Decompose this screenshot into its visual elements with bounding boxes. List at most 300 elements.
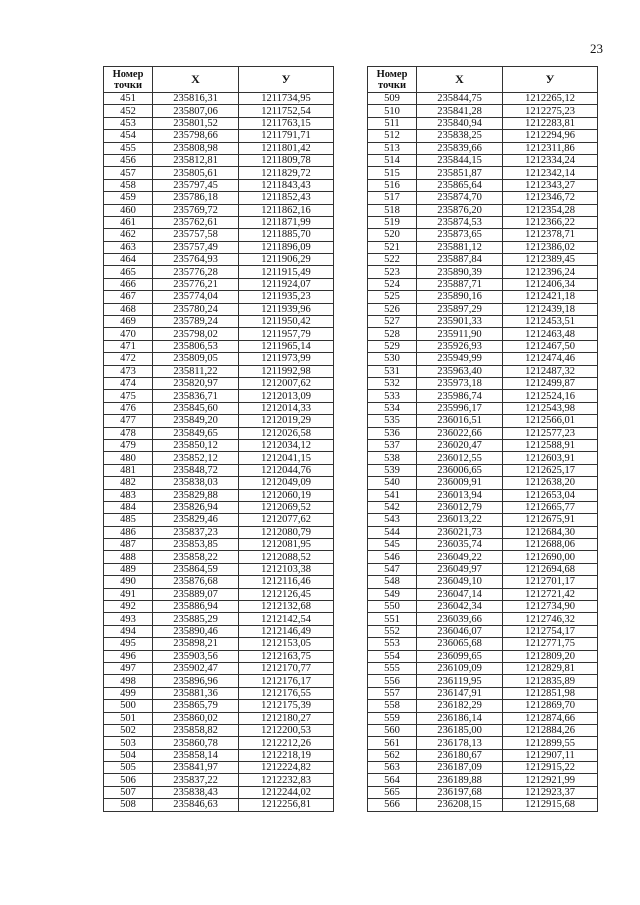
table-row (104, 93, 334, 105)
cell-point-number: 490 (104, 576, 153, 588)
cell-point-number: 497 (104, 662, 153, 674)
cell-y: 1212499,87 (503, 377, 598, 389)
cell-y: 1212146,49 (239, 625, 334, 637)
cell-y: 1212232,83 (239, 774, 334, 786)
cell-x: 235903,56 (153, 650, 239, 662)
cell-x: 236147,91 (417, 687, 503, 699)
table-row (104, 390, 334, 402)
table-row (104, 291, 334, 303)
cell-point-number: 556 (368, 675, 417, 687)
table-row (368, 216, 598, 228)
cell-x: 235797,45 (153, 179, 239, 191)
cell-y: 1212588,91 (503, 439, 598, 451)
table-row (104, 216, 334, 228)
cell-y: 1211809,78 (239, 154, 334, 166)
cell-x: 235858,82 (153, 724, 239, 736)
cell-x: 236039,66 (417, 613, 503, 625)
cell-point-number: 565 (368, 786, 417, 798)
cell-y: 1212088,52 (239, 551, 334, 563)
cell-y: 1212180,27 (239, 712, 334, 724)
cell-y: 1212474,46 (503, 353, 598, 365)
table-row (368, 390, 598, 402)
cell-x: 235812,81 (153, 154, 239, 166)
cell-y: 1211965,14 (239, 340, 334, 352)
table-row (368, 142, 598, 154)
cell-point-number: 551 (368, 613, 417, 625)
cell-y: 1212915,68 (503, 799, 598, 811)
table-row (104, 402, 334, 414)
cell-y: 1212294,96 (503, 130, 598, 142)
cell-y: 1211906,29 (239, 254, 334, 266)
cell-point-number: 530 (368, 353, 417, 365)
header-point-number: Номер точки (368, 67, 417, 93)
cell-point-number: 566 (368, 799, 417, 811)
cell-y: 1211915,49 (239, 266, 334, 278)
header-x: X (417, 67, 503, 93)
table-row (104, 117, 334, 129)
cell-x: 235838,43 (153, 786, 239, 798)
table-row (368, 774, 598, 786)
cell-y: 1212077,62 (239, 514, 334, 526)
cell-point-number: 496 (104, 650, 153, 662)
table-row (104, 774, 334, 786)
cell-y: 1211935,23 (239, 291, 334, 303)
cell-y: 1212343,27 (503, 179, 598, 191)
cell-x: 235897,29 (417, 303, 503, 315)
cell-y: 1212690,00 (503, 551, 598, 563)
header-x: X (153, 67, 239, 93)
table-row (104, 179, 334, 191)
cell-y: 1212080,79 (239, 526, 334, 538)
cell-point-number: 550 (368, 601, 417, 613)
cell-x: 236013,94 (417, 489, 503, 501)
cell-y: 1212218,19 (239, 749, 334, 761)
cell-y: 1212734,90 (503, 601, 598, 613)
cell-y: 1212701,17 (503, 576, 598, 588)
cell-point-number: 483 (104, 489, 153, 501)
table-row (368, 93, 598, 105)
table-row (104, 625, 334, 637)
cell-y: 1212256,81 (239, 799, 334, 811)
table-row (368, 340, 598, 352)
table-row (368, 353, 598, 365)
cell-x: 236208,15 (417, 799, 503, 811)
table-row (104, 687, 334, 699)
cell-y: 1212060,19 (239, 489, 334, 501)
cell-y: 1212389,45 (503, 254, 598, 266)
cell-x: 235890,16 (417, 291, 503, 303)
table-row (104, 154, 334, 166)
table-row (104, 254, 334, 266)
cell-point-number: 553 (368, 638, 417, 650)
cell-y: 1212176,55 (239, 687, 334, 699)
cell-point-number: 513 (368, 142, 417, 154)
cell-x: 235849,65 (153, 427, 239, 439)
cell-x: 235820,97 (153, 377, 239, 389)
table-row (368, 650, 598, 662)
cell-x: 235885,29 (153, 613, 239, 625)
cell-point-number: 452 (104, 105, 153, 117)
table-row (368, 749, 598, 761)
table-row (368, 786, 598, 798)
cell-y: 1212200,53 (239, 724, 334, 736)
cell-x: 236185,00 (417, 724, 503, 736)
table-row (104, 514, 334, 526)
cell-point-number: 477 (104, 415, 153, 427)
cell-x: 236099,65 (417, 650, 503, 662)
cell-y: 1212439,18 (503, 303, 598, 315)
cell-point-number: 557 (368, 687, 417, 699)
cell-y: 1212224,82 (239, 762, 334, 774)
cell-point-number: 502 (104, 724, 153, 736)
cell-x: 236109,09 (417, 662, 503, 674)
cell-x: 235949,99 (417, 353, 503, 365)
cell-x: 235853,85 (153, 539, 239, 551)
cell-point-number: 464 (104, 254, 153, 266)
cell-point-number: 523 (368, 266, 417, 278)
cell-x: 235762,61 (153, 216, 239, 228)
table-row (368, 588, 598, 600)
cell-y: 1212019,29 (239, 415, 334, 427)
table-row (368, 551, 598, 563)
table-row (104, 662, 334, 674)
cell-point-number: 533 (368, 390, 417, 402)
cell-point-number: 475 (104, 390, 153, 402)
cell-point-number: 500 (104, 700, 153, 712)
table-row (368, 241, 598, 253)
cell-y: 1211829,72 (239, 167, 334, 179)
cell-point-number: 536 (368, 427, 417, 439)
cell-point-number: 559 (368, 712, 417, 724)
cell-point-number: 512 (368, 130, 417, 142)
cell-point-number: 478 (104, 427, 153, 439)
table-row (368, 377, 598, 389)
cell-x: 235846,63 (153, 799, 239, 811)
cell-point-number: 520 (368, 229, 417, 241)
table-row (368, 179, 598, 191)
cell-x: 235865,64 (417, 179, 503, 191)
cell-point-number: 491 (104, 588, 153, 600)
cell-x: 235860,02 (153, 712, 239, 724)
cell-point-number: 456 (104, 154, 153, 166)
cell-x: 235850,12 (153, 439, 239, 451)
table-row (368, 799, 598, 811)
cell-point-number: 563 (368, 762, 417, 774)
cell-y: 1212899,55 (503, 737, 598, 749)
table-row (104, 489, 334, 501)
cell-point-number: 547 (368, 563, 417, 575)
table-row (104, 762, 334, 774)
cell-point-number: 561 (368, 737, 417, 749)
cell-y: 1212014,33 (239, 402, 334, 414)
table-row (104, 452, 334, 464)
header-y: У (239, 67, 334, 93)
cell-point-number: 542 (368, 501, 417, 513)
cell-point-number: 564 (368, 774, 417, 786)
cell-x: 235902,47 (153, 662, 239, 674)
cell-y: 1212524,16 (503, 390, 598, 402)
cell-point-number: 528 (368, 328, 417, 340)
cell-y: 1212577,23 (503, 427, 598, 439)
table-row (368, 675, 598, 687)
cell-y: 1211734,95 (239, 93, 334, 105)
cell-y: 1212771,75 (503, 638, 598, 650)
cell-x: 236182,29 (417, 700, 503, 712)
cell-x: 235849,20 (153, 415, 239, 427)
cell-x: 236042,34 (417, 601, 503, 613)
cell-y: 1211957,79 (239, 328, 334, 340)
cell-x: 236047,14 (417, 588, 503, 600)
cell-y: 1211992,98 (239, 365, 334, 377)
cell-x: 235845,60 (153, 402, 239, 414)
cell-x: 235806,53 (153, 340, 239, 352)
table-row (104, 303, 334, 315)
cell-point-number: 455 (104, 142, 153, 154)
cell-y: 1212126,45 (239, 588, 334, 600)
cell-x: 235848,72 (153, 464, 239, 476)
cell-point-number: 468 (104, 303, 153, 315)
cell-x: 235829,88 (153, 489, 239, 501)
cell-point-number: 488 (104, 551, 153, 563)
cell-point-number: 545 (368, 539, 417, 551)
table-row (368, 737, 598, 749)
cell-x: 235881,36 (153, 687, 239, 699)
cell-y: 1212809,20 (503, 650, 598, 662)
cell-y: 1212275,23 (503, 105, 598, 117)
table-row (104, 241, 334, 253)
cell-point-number: 505 (104, 762, 153, 774)
cell-x: 236012,79 (417, 501, 503, 513)
table-row (368, 526, 598, 538)
cell-y: 1212116,46 (239, 576, 334, 588)
cell-x: 235973,18 (417, 377, 503, 389)
cell-point-number: 454 (104, 130, 153, 142)
cell-x: 235890,39 (417, 266, 503, 278)
cell-point-number: 469 (104, 316, 153, 328)
cell-x: 235889,07 (153, 588, 239, 600)
table-row (368, 130, 598, 142)
table-row (104, 365, 334, 377)
table-row (104, 799, 334, 811)
table-row (104, 167, 334, 179)
cell-point-number: 560 (368, 724, 417, 736)
table-row (368, 266, 598, 278)
cell-y: 1212007,62 (239, 377, 334, 389)
cell-y: 1212684,30 (503, 526, 598, 538)
cell-y: 1212265,12 (503, 93, 598, 105)
cell-x: 236022,66 (417, 427, 503, 439)
cell-point-number: 473 (104, 365, 153, 377)
cell-point-number: 474 (104, 377, 153, 389)
cell-x: 236009,91 (417, 477, 503, 489)
cell-point-number: 499 (104, 687, 153, 699)
table-row (104, 464, 334, 476)
cell-x: 235844,15 (417, 154, 503, 166)
cell-x: 236046,07 (417, 625, 503, 637)
cell-x: 236119,95 (417, 675, 503, 687)
cell-point-number: 470 (104, 328, 153, 340)
cell-x: 236020,47 (417, 439, 503, 451)
cell-y: 1212915,22 (503, 762, 598, 774)
cell-x: 235926,93 (417, 340, 503, 352)
table-row (104, 377, 334, 389)
cell-x: 235841,28 (417, 105, 503, 117)
cell-y: 1211862,16 (239, 204, 334, 216)
cell-y: 1211950,42 (239, 316, 334, 328)
cell-x: 235874,70 (417, 192, 503, 204)
cell-point-number: 457 (104, 167, 153, 179)
cell-x: 235798,02 (153, 328, 239, 340)
table-row (368, 229, 598, 241)
cell-x: 235811,22 (153, 365, 239, 377)
table-row (368, 712, 598, 724)
table-row (368, 278, 598, 290)
table-row (104, 427, 334, 439)
cell-y: 1212311,86 (503, 142, 598, 154)
cell-y: 1211939,96 (239, 303, 334, 315)
cell-point-number: 481 (104, 464, 153, 476)
cell-y: 1211763,15 (239, 117, 334, 129)
cell-x: 235809,05 (153, 353, 239, 365)
table-row (368, 303, 598, 315)
table-row (368, 700, 598, 712)
cell-point-number: 548 (368, 576, 417, 588)
cell-y: 1211791,71 (239, 130, 334, 142)
table-row (368, 452, 598, 464)
table-row (104, 786, 334, 798)
table-row (104, 477, 334, 489)
cell-x: 235844,75 (417, 93, 503, 105)
cell-point-number: 516 (368, 179, 417, 191)
table-row (368, 365, 598, 377)
cell-x: 235838,25 (417, 130, 503, 142)
cell-y: 1212653,04 (503, 489, 598, 501)
cell-y: 1212354,28 (503, 204, 598, 216)
table-row (104, 192, 334, 204)
table-row (368, 638, 598, 650)
cell-point-number: 538 (368, 452, 417, 464)
cell-point-number: 519 (368, 216, 417, 228)
cell-point-number: 554 (368, 650, 417, 662)
cell-point-number: 466 (104, 278, 153, 290)
cell-point-number: 507 (104, 786, 153, 798)
cell-y: 1212829,81 (503, 662, 598, 674)
cell-x: 235911,90 (417, 328, 503, 340)
cell-y: 1212013,09 (239, 390, 334, 402)
cell-y: 1212754,17 (503, 625, 598, 637)
cell-point-number: 532 (368, 377, 417, 389)
cell-y: 1212334,24 (503, 154, 598, 166)
page-number: 23 (590, 41, 603, 56)
cell-point-number: 503 (104, 737, 153, 749)
cell-y: 1212283,81 (503, 117, 598, 129)
table-row (368, 415, 598, 427)
table-header-row (368, 67, 598, 93)
table-row (104, 316, 334, 328)
cell-y: 1212170,77 (239, 662, 334, 674)
cell-point-number: 494 (104, 625, 153, 637)
cell-point-number: 462 (104, 229, 153, 241)
cell-y: 1212142,54 (239, 613, 334, 625)
cell-point-number: 465 (104, 266, 153, 278)
cell-y: 1212081,95 (239, 539, 334, 551)
table-row (368, 192, 598, 204)
cell-point-number: 492 (104, 601, 153, 613)
cell-y: 1212244,02 (239, 786, 334, 798)
cell-point-number: 558 (368, 700, 417, 712)
cell-point-number: 511 (368, 117, 417, 129)
cell-x: 236016,51 (417, 415, 503, 427)
cell-y: 1211843,43 (239, 179, 334, 191)
table-row (368, 439, 598, 451)
cell-x: 235876,20 (417, 204, 503, 216)
cell-x: 235852,12 (153, 452, 239, 464)
cell-point-number: 522 (368, 254, 417, 266)
cell-point-number: 529 (368, 340, 417, 352)
table-row (104, 576, 334, 588)
cell-y: 1212688,06 (503, 539, 598, 551)
cell-x: 235757,49 (153, 241, 239, 253)
cell-y: 1212153,05 (239, 638, 334, 650)
cell-point-number: 562 (368, 749, 417, 761)
table-row (104, 712, 334, 724)
cell-x: 235808,98 (153, 142, 239, 154)
table-row (368, 625, 598, 637)
table-row (104, 749, 334, 761)
table-row (104, 588, 334, 600)
cell-point-number: 472 (104, 353, 153, 365)
cell-point-number: 508 (104, 799, 153, 811)
cell-y: 1212069,52 (239, 501, 334, 513)
table-row (368, 464, 598, 476)
cell-point-number: 526 (368, 303, 417, 315)
cell-point-number: 463 (104, 241, 153, 253)
table-row (368, 613, 598, 625)
cell-x: 235841,97 (153, 762, 239, 774)
cell-x: 235838,03 (153, 477, 239, 489)
cell-x: 236049,10 (417, 576, 503, 588)
table-row (368, 254, 598, 266)
cell-x: 235776,21 (153, 278, 239, 290)
cell-point-number: 486 (104, 526, 153, 538)
cell-y: 1212396,24 (503, 266, 598, 278)
cell-x: 236180,67 (417, 749, 503, 761)
cell-point-number: 540 (368, 477, 417, 489)
cell-point-number: 459 (104, 192, 153, 204)
cell-point-number: 461 (104, 216, 153, 228)
cell-x: 235826,94 (153, 501, 239, 513)
cell-point-number: 476 (104, 402, 153, 414)
cell-point-number: 451 (104, 93, 153, 105)
cell-x: 235898,21 (153, 638, 239, 650)
cell-x: 235996,17 (417, 402, 503, 414)
table-row (104, 613, 334, 625)
table-row (368, 477, 598, 489)
cell-y: 1212378,71 (503, 229, 598, 241)
cell-x: 235798,66 (153, 130, 239, 142)
cell-y: 1212212,26 (239, 737, 334, 749)
cell-y: 1211871,99 (239, 216, 334, 228)
cell-point-number: 525 (368, 291, 417, 303)
cell-y: 1212453,51 (503, 316, 598, 328)
cell-y: 1212923,37 (503, 786, 598, 798)
cell-point-number: 504 (104, 749, 153, 761)
cell-x: 236189,88 (417, 774, 503, 786)
cell-y: 1212044,76 (239, 464, 334, 476)
cell-y: 1212176,17 (239, 675, 334, 687)
cell-point-number: 479 (104, 439, 153, 451)
table-row (368, 762, 598, 774)
